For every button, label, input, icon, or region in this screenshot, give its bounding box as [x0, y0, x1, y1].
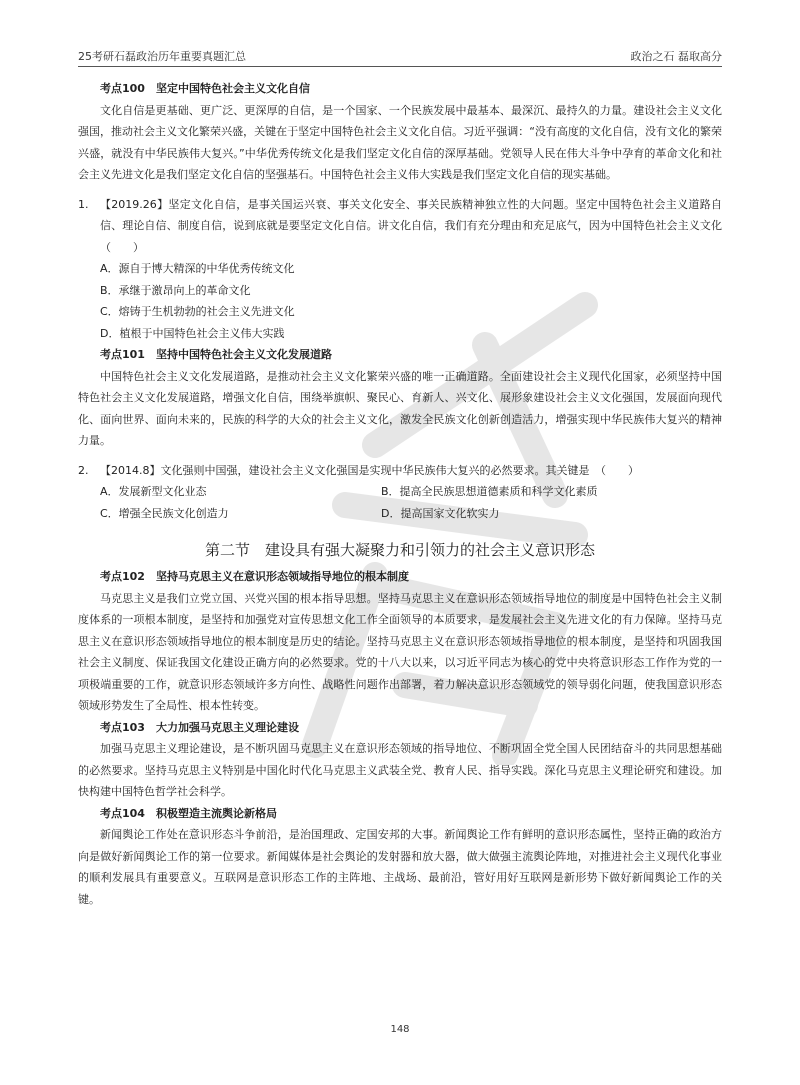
- question-1-option-b: B．承继于激昂向上的革命文化: [100, 283, 251, 297]
- kaodian-102-text: 马克思主义是我们立党立国、兴党兴国的根本指导思想。坚持马克思主义在意识形态领域指导地位的制度是中国特色社会主义制度体系的一项根本制度，是坚持和加强党对宣传思想文化工作全面领导的本质要求，是发展社会主义先进文化的有力保障。坚持马克思主义在意识形态领域指导地位的根本制度是历史的结论。坚持马克思主义在意识形态领域指导地位的根本制度，是坚持和巩固我国社会主义制度、保证我国文化建设正确方向的必然要求。党的十八大以来，以习近平同志为核心的党中央将意识形态工作作为党的一项极端重要的工作，就意识形态领域许多方向性、战略性问题作出部署，着力解决意识形态领域党的领导弱化问题，使我国意识形态领域形势发生了全局性、根本性转变。: [78, 591, 722, 712]
- kaodian-104-text: 新闻舆论工作处在意识形态斗争前沿，是治国理政、定国安邦的大事。新闻舆论工作有鲜明的意识形态属性，坚持正确的政治方向是做好新闻舆论工作的第一位要求。新闻媒体是社会舆论的发射器和放大器，做大做强主流舆论阵地，对推进社会主义现代化事业的顺利发展具有重要意义。互联网是意识形态工作的主阵地、主战场、最前沿，管好用好互联网是新形势下做好新闻舆论工作的关键。: [78, 828, 722, 906]
- question-1-option-a: A．源自于博大精深的中华优秀传统文化: [100, 262, 295, 275]
- page-number: 148: [390, 1024, 410, 1035]
- section-title: 第二节 建设具有强大凝聚力和引领力的社会主义意识形态: [204, 541, 595, 559]
- kaodian-100-title: 考点100 坚定中国特色社会主义文化自信: [100, 82, 310, 95]
- question-2-option-b: B．提高全民族思想道德素质和科学文化素质: [381, 485, 598, 498]
- header-slogan: 政治之石 磊取高分: [630, 50, 722, 63]
- question-2-options-row-1: [78, 481, 722, 503]
- kaodian-101-text: 中国特色社会主义文化发展道路，是推动社会主义文化繁荣兴盛的唯一正确道路。全面建设社会主义现代化国家，必须坚持中国特色社会主义文化发展道路，增强文化自信，围绕举旗帜、聚民心、育新人、兴文化、展形象建设社会主义文化强国，发展面向现代化、面向世界、面向未来的，民族的科学的大众的社会主义文化，激发全民族文化创新创造活力，增强实现中华民族伟大复兴的精神力量。: [78, 369, 722, 447]
- question-2-number: 2.: [78, 463, 89, 477]
- kaodian-103-text: 加强马克思主义理论建设，是不断巩固马克思主义在意识形态领域的指导地位、不断巩固全党全国人民团结奋斗的共同思想基础的必然要求。坚持马克思主义特别是中国化时代化马克思主义武装全党、教育人民、指导实践。深化马克思主义理论研究和建设。加快构建中国特色哲学社会科学。: [78, 742, 722, 798]
- question-2-stem: 【2014.8】文化强则中国强，建设社会主义文化强国是实现中华民族伟大复兴的必然要求。其关键是 （ ）: [100, 463, 639, 477]
- kaodian-102-title: 考点102 坚持马克思主义在意识形态领域指导地位的根本制度: [100, 570, 409, 583]
- page-header: [78, 48, 722, 68]
- header-title: 25考研石磊政治历年重要真题汇总: [78, 50, 246, 63]
- question-1: [78, 194, 722, 259]
- kaodian-104-title: 考点104 积极塑造主流舆论新格局: [100, 806, 277, 820]
- question-1-stem: 【2019.26】坚定文化自信，是事关国运兴衰、事关文化安全、事关民族精神独立性的大问题。坚定中国特色社会主义道路自信、理论自信、制度自信，说到底就是要坚定文化自信。讲文化自信，我们有充分理由和充足底气，因为中国特色社会主义文化（ ）: [100, 197, 722, 254]
- question-2-option-c: C．增强全民族文化创造力: [100, 506, 229, 520]
- kaodian-101-title: 考点101 坚持中国特色社会主义文化发展道路: [100, 348, 332, 361]
- question-1-number: 1.: [78, 197, 89, 211]
- question-1-option-d: D．植根于中国特色社会主义伟大实践: [100, 326, 285, 340]
- question-2-options-row-2: [78, 503, 722, 525]
- header-divider: [78, 66, 722, 67]
- kaodian-100-text: 文化自信是更基础、更广泛、更深厚的自信，是一个国家、一个民族发展中最基本、最深沉、最持久的力量。建设社会主义文化强国，推动社会主义文化繁荣兴盛，关键在于坚定中国特色社会主义文化自信。习近平强调：“没有高度的文化自信，没有文化的繁荣兴盛，就没有中华民族伟大复兴。”中华优秀传统文化是我们坚定文化自信的深厚基础。党领导人民在伟大斗争中孕育的革命文化和社会主义先进文化是我们坚定文化自信的坚强基石。中国特色社会主义伟大实践是我们坚定文化自信的现实基础。: [78, 103, 722, 181]
- question-1-option-c: C．熔铸于生机勃勃的社会主义先进文化: [100, 305, 295, 318]
- page-content: [78, 78, 722, 910]
- kaodian-103-title: 考点103 大力加强马克思主义理论建设: [100, 720, 299, 734]
- question-2-option-a: A．发展新型文化业态: [100, 485, 207, 498]
- question-2-option-d: D．提高国家文化软实力: [381, 506, 500, 520]
- question-2: [78, 460, 722, 482]
